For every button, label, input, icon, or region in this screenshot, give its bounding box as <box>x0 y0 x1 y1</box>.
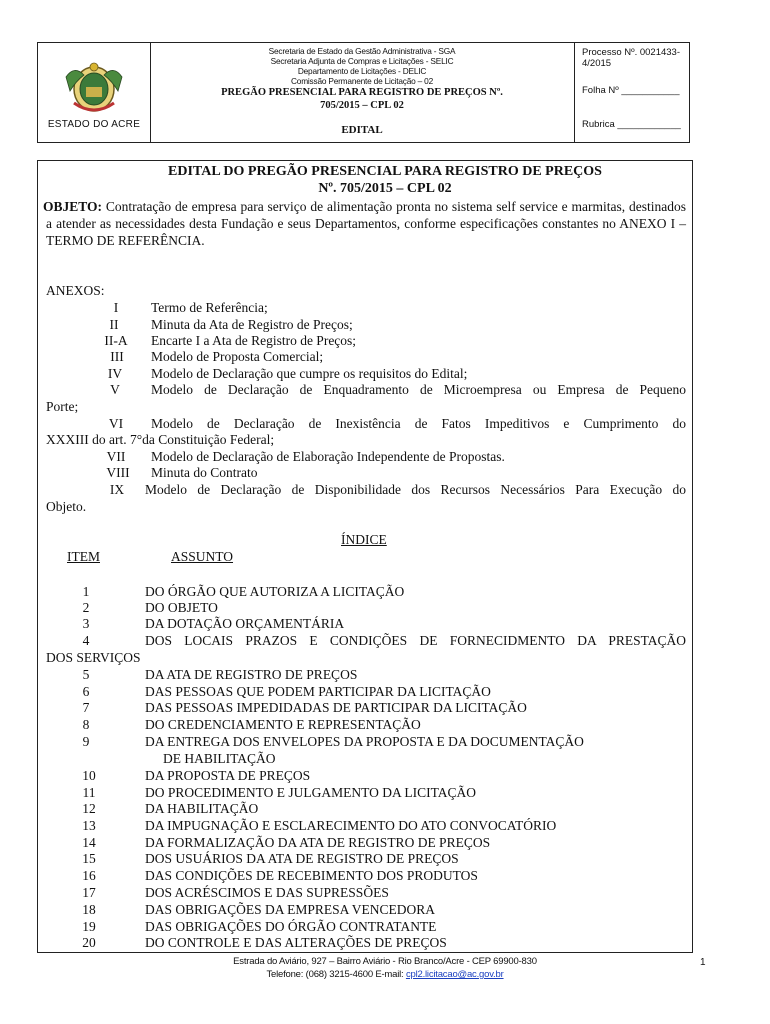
objeto-text: Contratação de empresa para serviço de alimentação pronta no sistema self service e marmitas, destinados a atender as necessidades desta Fundação e seus Departamentos, conforme especificações constantes no ANEXO I – TERMO DE REFERÊNCIA. <box>46 199 686 248</box>
indice-item-text: DO CREDENCIAMENTO E REPRESENTAÇÃO <box>145 717 421 732</box>
header-line: Comissão Permanente de Licitação – 02 <box>290 76 434 86</box>
anexo-number: VII <box>106 449 126 464</box>
indice-item-text: DOS LOCAIS PRAZOS E CONDIÇÕES DE FORNECIDMENTO DA PRESTAÇÃO <box>145 633 686 648</box>
indice-item-text: DOS ACRÉSCIMOS E DAS SUPRESSÕES <box>145 885 389 900</box>
rubrica-field: Rubrica ____________ <box>582 119 681 130</box>
footer-email-link[interactable]: cpl2.licitacao@ac.gov.br <box>405 969 504 980</box>
indice-heading: ÍNDICE <box>341 532 387 547</box>
anexo-number: IX <box>109 482 125 497</box>
anexo-text: Modelo de Declaração de Inexistência de Fatos Impeditivos e Cumprimento do <box>151 416 686 431</box>
indice-item-text: DA IMPUGNAÇÃO E ESCLARECIMENTO DO ATO CONVOCATÓRIO <box>145 818 557 833</box>
anexo-text: Modelo de Proposta Comercial; <box>151 349 324 364</box>
anexo-text: Modelo de Declaração que cumpre os requisitos do Edital; <box>151 366 468 381</box>
indice-item-continuation: DE HABILITAÇÃO <box>163 751 276 766</box>
indice-item-text: DA DOTAÇÃO ORÇAMENTÁRIA <box>145 616 345 631</box>
processo-number: Processo Nº. 0021433-4/2015 <box>582 47 680 69</box>
indice-item-text: DA HABILITAÇÃO <box>145 801 259 816</box>
anexo-number: VI <box>108 416 124 431</box>
assunto-column-header: ASSUNTO <box>171 549 234 564</box>
indice-item-number: 15 <box>82 851 96 866</box>
anexo-text-continuation: Objeto. <box>46 499 87 514</box>
anexo-text-continuation: Porte; <box>46 399 79 414</box>
indice-item-text: DAS CONDIÇÕES DE RECEBIMENTO DOS PRODUTOS <box>145 868 478 883</box>
header-line: Departamento de Licitações - DELIC <box>297 66 427 76</box>
anexos-label: ANEXOS: <box>46 283 105 298</box>
anexo-text: Minuta da Ata de Registro de Preços; <box>151 317 353 332</box>
indice-item-number: 20 <box>82 935 96 950</box>
acre-state-seal-icon <box>60 57 128 117</box>
pregao-title-line2: 705/2015 – CPL 02 <box>320 100 404 111</box>
indice-item-text: DA PROPOSTA DE PREÇOS <box>145 768 311 783</box>
pregao-title-line1: PREGÃO PRESENCIAL PARA REGISTRO DE PREÇOS Nº. <box>221 87 503 98</box>
objeto-paragraph <box>43 198 686 249</box>
edital-label: EDITAL <box>341 124 383 136</box>
indice-item-number: 3 <box>82 616 90 631</box>
indice-item-text: DA ATA DE REGISTRO DE PREÇOS <box>145 667 358 682</box>
anexo-text: Modelo de Declaração de Enquadramento de Microempresa ou Empresa de Pequeno <box>151 382 686 397</box>
anexo-number: II-A <box>104 333 128 348</box>
indice-item-number: 7 <box>82 700 90 715</box>
indice-item-text: DAS PESSOAS QUE PODEM PARTICIPAR DA LICITAÇÃO <box>145 684 491 699</box>
indice-item-text: DO CONTROLE E DAS ALTERAÇÕES DE PREÇOS <box>145 935 447 950</box>
indice-item-text: DO PROCEDIMENTO E JULGAMENTO DA LICITAÇÃO <box>145 785 477 800</box>
anexo-number: III <box>110 349 124 364</box>
estado-label: ESTADO DO ACRE <box>47 119 141 130</box>
indice-item-text: DAS OBRIGAÇÕES DA EMPRESA VENCEDORA <box>145 902 436 917</box>
anexo-text: Termo de Referência; <box>151 300 268 315</box>
anexo-text: Modelo de Declaração de Elaboração Independente de Propostas. <box>151 449 505 464</box>
item-column-header: ITEM <box>67 549 100 564</box>
indice-item-continuation: DOS SERVIÇOS <box>46 650 141 665</box>
indice-item-text: DAS OBRIGAÇÕES DO ÓRGÃO CONTRATANTE <box>145 919 437 934</box>
indice-item-number: 18 <box>82 902 96 917</box>
anexo-text: Encarte I a Ata de Registro de Preços; <box>151 333 357 348</box>
document-title: EDITAL DO PREGÃO PRESENCIAL PARA REGISTRO DE PREÇOS <box>168 164 602 179</box>
indice-item-number: 1 <box>82 584 90 599</box>
indice-item-number: 5 <box>82 667 90 682</box>
indice-item-text: DOS USUÁRIOS DA ATA DE REGISTRO DE PREÇOS <box>145 851 459 866</box>
anexo-text-continuation: XXXIII do art. 7°da Constituição Federal; <box>46 432 275 447</box>
indice-item-number: 14 <box>82 835 96 850</box>
header-logo-cell <box>38 43 151 142</box>
indice-item-number: 2 <box>82 600 90 615</box>
page-number: 1 <box>700 957 706 968</box>
header-line: Secretaria Adjunta de Compras e Licitações - SELIC <box>270 56 454 66</box>
footer-contact <box>0 969 770 980</box>
indice-item-number: 6 <box>82 684 90 699</box>
header-line: Secretaria de Estado da Gestão Administrativa - SGA <box>268 46 456 56</box>
indice-item-number: 9 <box>82 734 90 749</box>
objeto-label: OBJETO: <box>43 199 103 214</box>
footer-address: Estrada do Aviário, 927 – Bairro Aviário - Rio Branco/Acre - CEP 69900-830 <box>233 956 537 967</box>
indice-item-number: 17 <box>82 885 96 900</box>
footer-phone: Telefone: (068) 3215-4600 E-mail: <box>266 969 406 980</box>
indice-item-number: 8 <box>82 717 90 732</box>
indice-item-text: DO OBJETO <box>145 600 218 615</box>
indice-item-number: 19 <box>82 919 96 934</box>
indice-item-number: 11 <box>82 785 96 800</box>
folha-field: Folha Nº ___________ <box>582 85 680 96</box>
anexo-number: I <box>113 300 119 315</box>
anexo-number: II <box>109 317 119 332</box>
indice-item-text: DA ENTREGA DOS ENVELOPES DA PROPOSTA E DA DOCUMENTAÇÃO <box>145 734 584 749</box>
header-process-cell <box>575 43 689 142</box>
document-subtitle: Nº. 705/2015 – CPL 02 <box>318 181 452 196</box>
indice-item-number: 10 <box>82 768 96 783</box>
indice-item-number: 13 <box>82 818 96 833</box>
header-title-cell <box>150 43 575 142</box>
indice-item-text: DA FORMALIZAÇÃO DA ATA DE REGISTRO DE PREÇOS <box>145 835 491 850</box>
anexo-number: IV <box>107 366 123 381</box>
indice-item-text: DAS PESSOAS IMPEDIDADAS DE PARTICIPAR DA LICITAÇÃO <box>145 700 527 715</box>
anexo-text: Modelo de Declaração de Disponibilidade dos Recursos Necessários Para Execução do <box>145 482 686 497</box>
indice-item-number: 4 <box>82 633 90 648</box>
indice-item-number: 16 <box>82 868 96 883</box>
indice-item-number: 12 <box>82 801 96 816</box>
document-header <box>37 42 690 143</box>
anexo-text: Minuta do Contrato <box>151 465 258 480</box>
indice-item-text: DO ÓRGÃO QUE AUTORIZA A LICITAÇÃO <box>145 584 405 599</box>
anexo-number: V <box>110 382 120 397</box>
anexo-number: VIII <box>106 465 130 480</box>
